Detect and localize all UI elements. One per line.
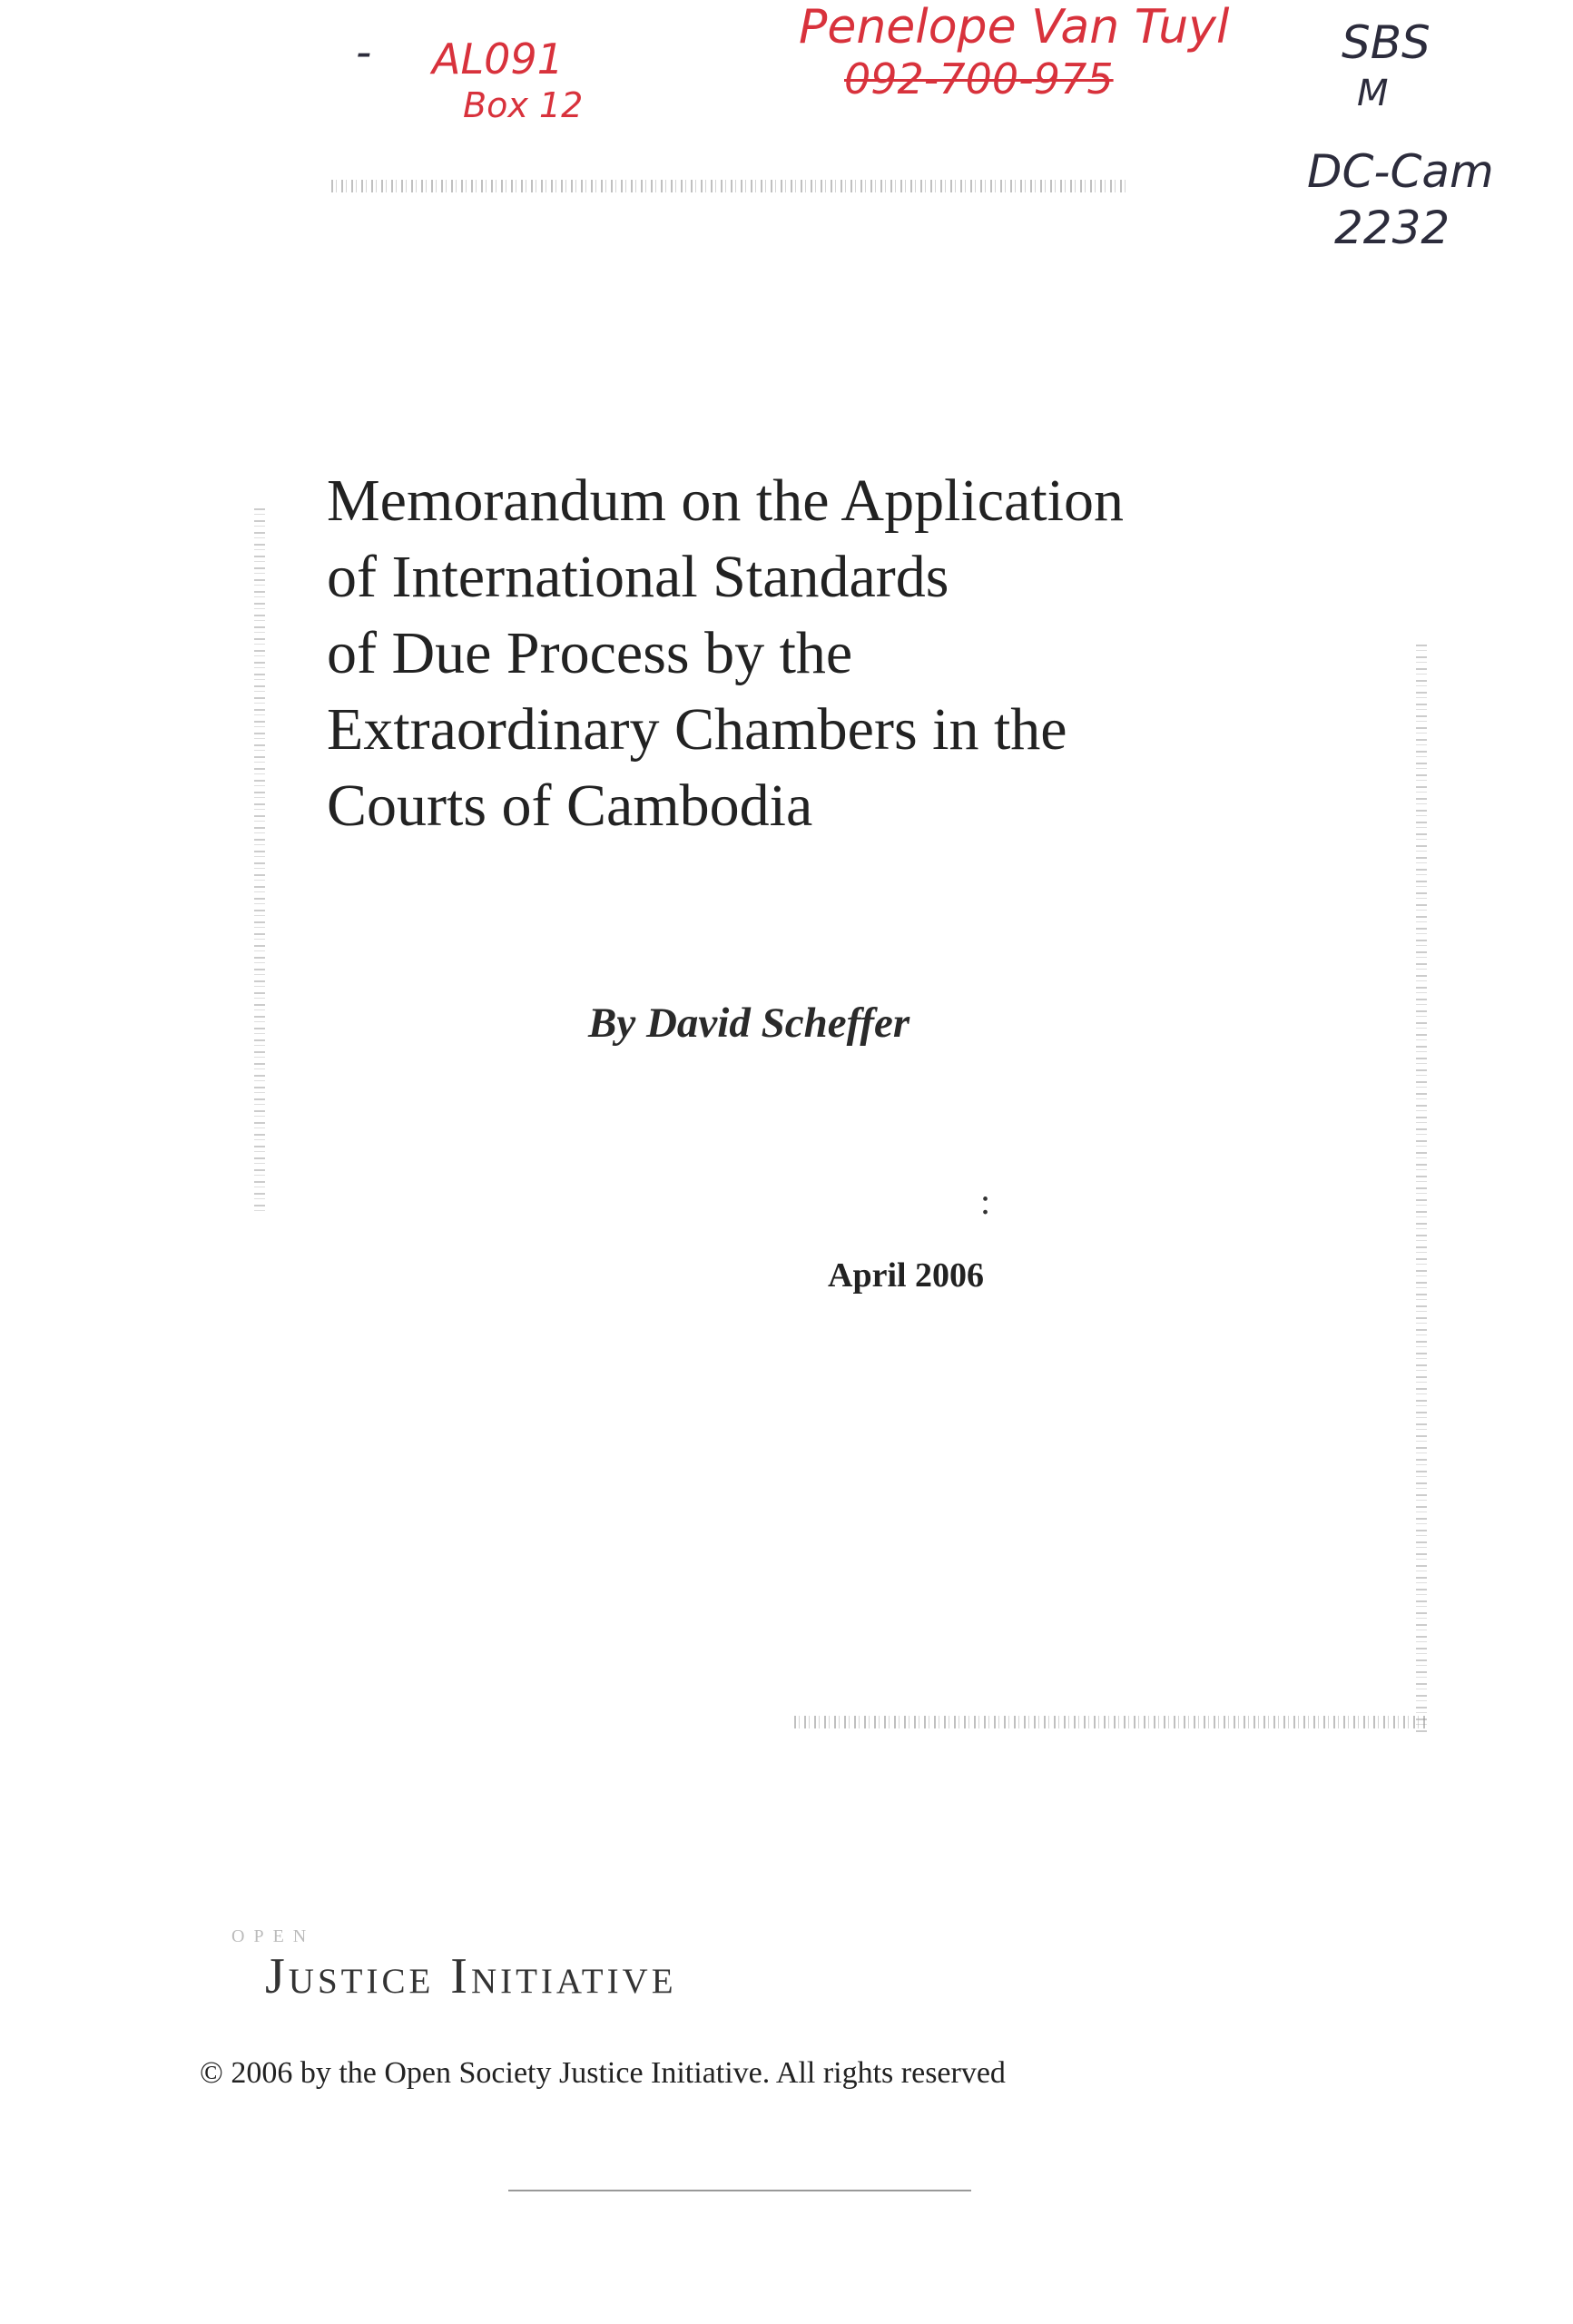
- scan-frame-bottom: [794, 1716, 1425, 1728]
- handwritten-phone: 092-700-975: [844, 54, 1114, 103]
- author-byline: By David Scheffer: [588, 1000, 910, 1047]
- handwritten-side-initial: M: [1357, 73, 1389, 114]
- title-line: Courts of Cambodia: [327, 773, 813, 839]
- publication-date: April 2006: [828, 1256, 985, 1295]
- title-line: Memorandum on the Application: [327, 468, 1125, 534]
- handwritten-doc-number: 2232: [1334, 202, 1450, 254]
- title-line: of Due Process by the: [327, 620, 853, 686]
- title-line: Extraordinary Chambers in the: [327, 696, 1067, 763]
- handwritten-dash: -: [356, 27, 372, 78]
- document-title: [327, 463, 1253, 844]
- scan-frame-left: [254, 508, 265, 1216]
- scan-frame-top: [331, 180, 1130, 192]
- footer-rule: [508, 2190, 971, 2191]
- scan-dots: :: [980, 1181, 991, 1222]
- handwritten-ref-code: AL091: [432, 34, 564, 84]
- handwritten-dc-cam: DC-Cam: [1307, 145, 1494, 198]
- handwritten-box-label: Box 12: [463, 85, 584, 125]
- title-line: of International Standards: [327, 544, 949, 610]
- handwritten-name: Penelope Van Tuyl: [799, 0, 1230, 54]
- org-logo: Justice Initiative: [265, 1948, 677, 2004]
- org-logo-faint: OPEN: [231, 1926, 316, 1946]
- handwritten-side-code: SBS: [1342, 16, 1430, 69]
- scan-frame-right: [1416, 645, 1427, 1734]
- copyright-notice: © 2006 by the Open Society Justice Initiative. All rights reserved: [200, 2056, 1006, 2090]
